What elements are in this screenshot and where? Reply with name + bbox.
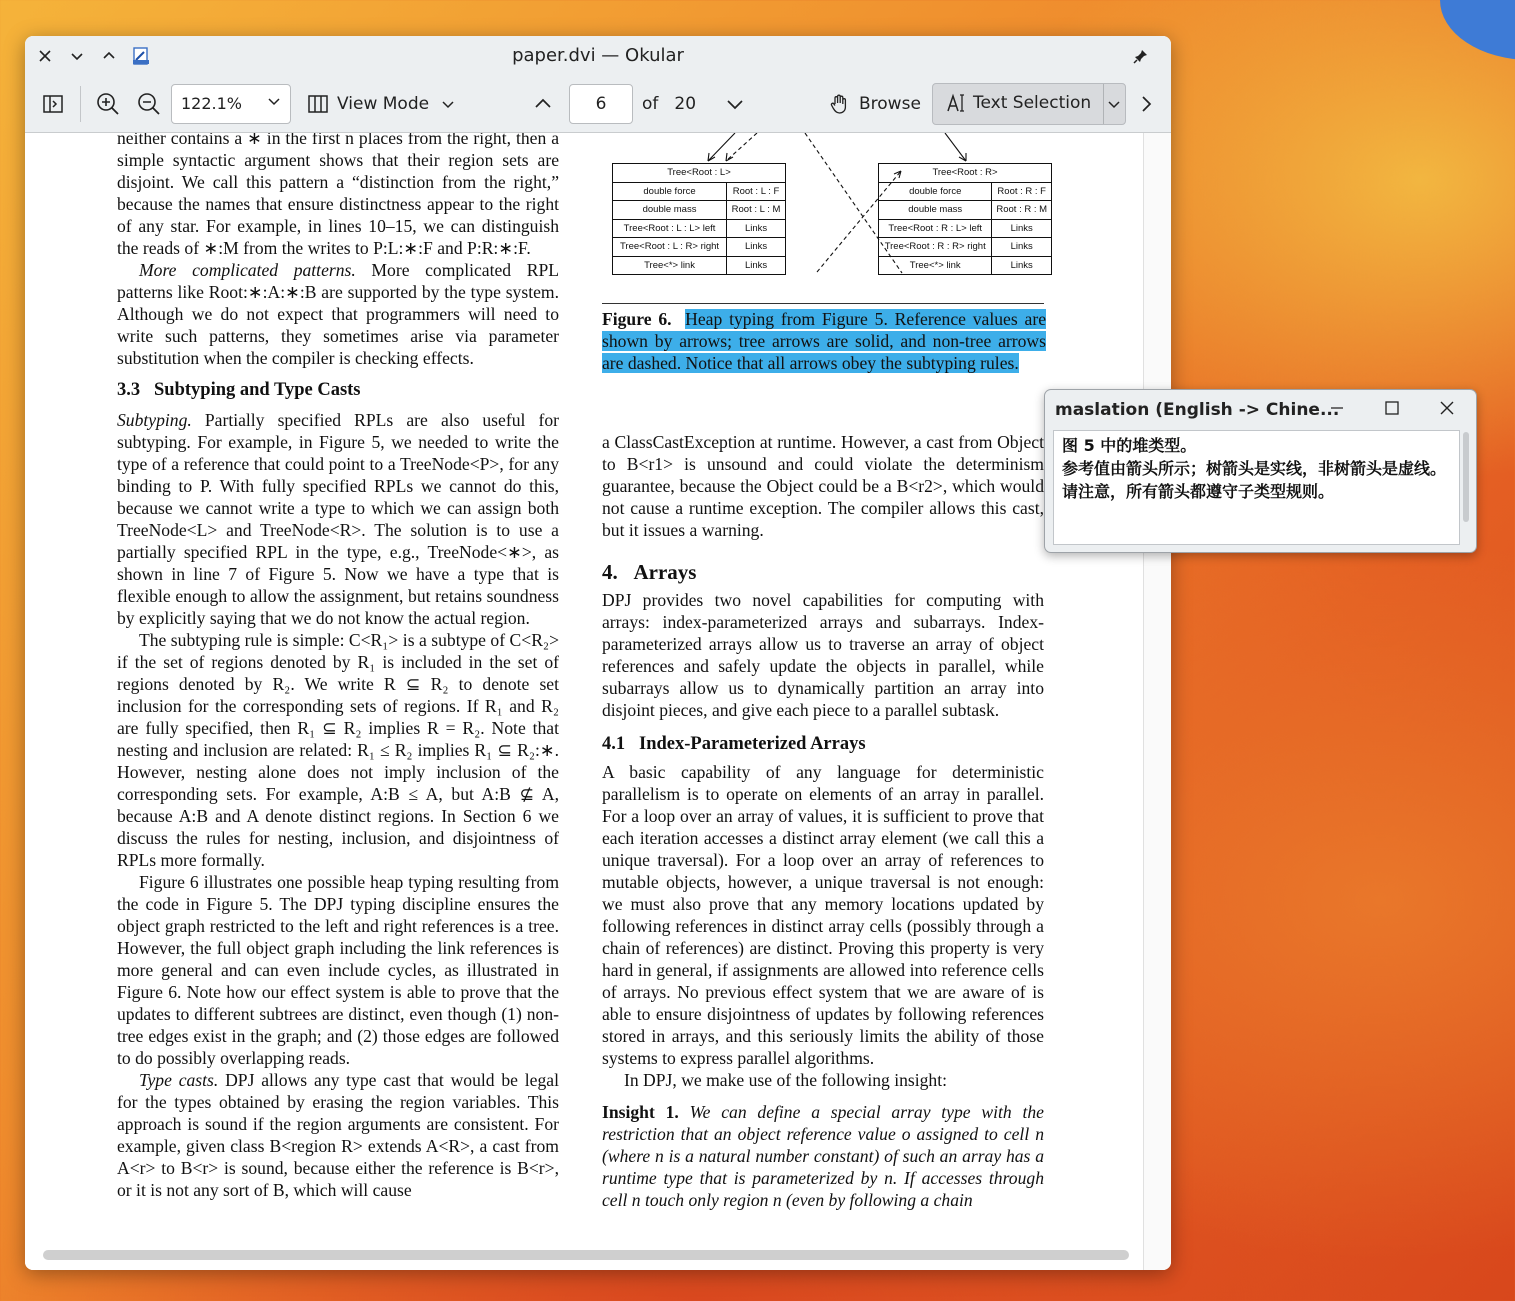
browse-label: Browse: [859, 94, 921, 114]
table-cell: Tree<Root : L : L> left: [613, 219, 727, 238]
vertical-scrollbar[interactable]: [1143, 133, 1171, 1270]
subsection-title: Index-Parameterized Arrays: [639, 734, 866, 754]
table-cell: Tree<*> link: [613, 256, 727, 275]
table-cell: Root : R : F: [992, 182, 1052, 201]
insight-label: Insight 1.: [602, 1102, 679, 1122]
table-cell: Tree<Root : R : L> left: [879, 219, 992, 238]
paragraph: neither contains a ∗ in the first n places from the right, then a simple syntactic argument shows that their region sets are disjoint. We call this pattern a “distinction from the right,” because the names that ensure distinctness appear to the right of any star. For example, in lines 10–15, we can distinguish the reads of ∗:M from the writes to P:L:∗:F and P:R:∗:F.: [117, 133, 559, 258]
run-in-heading: More complicated patterns.: [139, 260, 356, 280]
zoom-select[interactable]: [171, 84, 291, 124]
zoom-in-icon[interactable]: [95, 84, 121, 124]
table-cell: double force: [879, 182, 992, 201]
zoom-out-icon[interactable]: [136, 84, 162, 124]
wallpaper-accent: [1440, 0, 1515, 60]
zoom-value: 122.1%: [181, 94, 243, 113]
text-selection-label: Text Selection: [973, 93, 1092, 113]
translation-line: 请注意，所有箭头都遵守子类型规则。: [1062, 482, 1335, 501]
table-cell: double mass: [879, 201, 992, 220]
table-cell: Root : L : F: [727, 182, 786, 201]
table-cell: Links: [992, 219, 1052, 238]
subsection-number: 4.1: [602, 734, 626, 754]
minimize-chevron-icon[interactable]: [64, 43, 90, 69]
paragraph: DPJ allows any type cast that would be legal for the types obtained by erasing the region variables. This approach is sound if the region arguments are consistent. For example, given class B<region R> extends A<R>, a cast from A<r> to B<r> is sound, because either the reference is B<r>, or it is not any sort of B, which will cause: [117, 1070, 559, 1200]
table-cell: Tree<Root : L>: [613, 164, 786, 183]
page-total: 20: [674, 94, 697, 114]
left-column: [117, 133, 559, 1201]
paragraph: In DPJ, we make use of the following insight:: [624, 1070, 948, 1090]
table-cell: Root : L : M: [727, 201, 786, 220]
chevron-down-icon: [441, 97, 455, 111]
page-of-label: [642, 84, 696, 124]
table-cell: Tree<Root : R>: [879, 164, 1052, 183]
table-cell: Links: [727, 238, 786, 257]
section-heading: [117, 379, 559, 401]
paragraph: A basic capability of any language for deterministic parallelism is to operate on elements of an array in parallel. For a loop over an array of values, it is sufficient to prove that each iteration accesses a distinct array element (we call this a unique traversal). For a loop over an array of references to mutable objects, however, a unique traversal is not enough: we must also prove that any memory locations updated by following references in distinct array cells (possibly through a chain of references) are distinct. Proving this property is very hard in general, if assignments are allowed into reference cells of arrays. No previous effect system that we are aware of is able to ensure disjointness of updates by following references stored in arrays, and this seriously limits the ability of those systems to express parallel algorithms.: [602, 762, 1044, 1068]
figure-caption: [602, 308, 1046, 374]
paragraph: DPJ provides two novel capabilities for computing with arrays: index-parameterized arrays and subarrays. Index-parameterized arrays allow us to traverse an array of object references and safely update the objects in parallel, while subarrays allow us to dynamically partition an array into disjoint pieces, and give each piece to a parallel subtask.: [602, 590, 1044, 720]
section-number: 4.: [602, 560, 618, 584]
table-cell: Root : R : M: [992, 201, 1052, 220]
section-number: 3.3: [117, 380, 141, 400]
table-cell: Links: [992, 238, 1052, 257]
hand-icon: [828, 93, 850, 115]
figure-table-left: [612, 163, 786, 275]
okular-app-icon: [128, 43, 154, 69]
okular-window: [25, 36, 1171, 1270]
main-toolbar: [25, 76, 1171, 133]
table-cell: Tree<Root : R : R> right: [879, 238, 992, 257]
chevron-down-icon[interactable]: [1107, 97, 1121, 111]
paragraph: Partially specified RPLs are also useful for subtyping. For example, in Figure 5, we needed to write the type of a reference that could point to a TreeNode<P>, for any binding to P. With fully specified RPLs we cannot do this, because we cannot write a type to which we can assign both TreeNode<L> and TreeNode<R>. The solution is to use a partially specified RPL in the type, e.g., TreeNode<∗>, as shown in line 7 of Figure 5. Now we have a type that is flexible enough to allow the assignment, but retains soundness by explicitly saying that we do not know the actual region.: [117, 410, 559, 628]
table-cell: Links: [992, 256, 1052, 275]
paragraph: The subtyping rule is simple: C<R₁> is a subtype of C<R₂> if the set of regions denoted by R₁ is included in the set of regions denoted by R₂. We write R ⊆ R₂ to denote set inclusion for the corresponding sets of regions. If R₁ and R₂ are fully specified, then R₁ ⊆ R₂ implies R = R₂. Note that nesting and inclusion are related: R₁ ≤ R₂ implies R₁ ⊆ R₂:∗. However, nesting alone does not imply inclusion of the corresponding sets. For example, A:B ≤ A, but A:B ⊈ A, because A:B and A denote distinct regions. In Section 6 we discuss the rules for nesting, inclusion, and disjointness of RPLs more formally.: [117, 630, 559, 870]
sidebar-toggle-icon[interactable]: [41, 84, 65, 124]
run-in-heading: Subtyping.: [117, 410, 192, 430]
next-page-icon[interactable]: [724, 84, 746, 124]
section-heading: [602, 561, 1044, 583]
run-in-heading: Type casts.: [139, 1070, 219, 1090]
caption-label: Figure 6.: [602, 309, 672, 329]
popup-scrollbar[interactable]: [1463, 432, 1469, 522]
title-bar: [25, 36, 1171, 76]
view-mode-icon: [307, 93, 329, 115]
translation-popup: [1044, 389, 1477, 553]
table-cell: Links: [727, 219, 786, 238]
chevron-down-icon: [266, 93, 282, 113]
translation-line: 参考值由箭头所示；树箭头是实线，非树箭头是虚线。: [1062, 459, 1447, 478]
browse-button[interactable]: [828, 84, 921, 124]
table-cell: Tree<Root : L : R> right: [613, 238, 727, 257]
text-select-icon: [945, 92, 967, 114]
paragraph: a ClassCastException at runtime. However, a cast from Object to B<r1> is unsound and could violate the determinism guarantee, because the Object could be a B<r2>, which would not cause a runtime exception. The compiler allows this cast, but it issues a warning.: [602, 432, 1044, 540]
minimize-icon[interactable]: [1328, 399, 1346, 421]
paragraph: Figure 6 illustrates one possible heap typing resulting from the code in Figure 5. The DPJ typing discipline ensures the object graph restricted to the left and right references is a tree. However, the full object graph including the link references is more general and can even include cycles, as illustrated in Figure 6. Note how our effect system is able to prove that the updates to different subtrees are distinct, even though (1) non-tree edges exist in the graph; and (2) those edges are followed to do possibly overlapping reads.: [117, 872, 559, 1068]
maximize-chevron-icon[interactable]: [96, 43, 122, 69]
page-number-input[interactable]: 6: [569, 84, 633, 124]
close-icon[interactable]: [1438, 399, 1456, 421]
section-title: Arrays: [633, 560, 697, 584]
popup-title: maslation (English -> Chine...: [1055, 400, 1340, 420]
table-cell: double force: [613, 182, 727, 201]
toolbar-overflow-icon[interactable]: [1138, 84, 1154, 124]
horizontal-scrollbar[interactable]: [43, 1250, 1129, 1260]
figure-rule: [602, 303, 1044, 304]
page-of-text: of: [642, 94, 659, 114]
pin-icon[interactable]: [1128, 43, 1154, 69]
translation-text-area[interactable]: [1053, 430, 1460, 545]
section-title: Subtyping and Type Casts: [154, 380, 361, 400]
insight-text: We can define a special array type with the restriction that an object reference value o assigned to cell n (where n is a natural number constant) of such an array has a runtime type that is parameterized by n. If accesses through cell n touch only region n (even by following a chain: [602, 1102, 1044, 1210]
maximize-icon[interactable]: [1383, 399, 1401, 421]
table-cell: Links: [727, 256, 786, 275]
subsection-heading: [602, 733, 1044, 755]
close-icon[interactable]: [32, 43, 58, 69]
window-title: paper.dvi — Okular: [512, 45, 684, 66]
table-cell: double mass: [613, 201, 727, 220]
selected-caption-text[interactable]: Heap typing from Figure 5. Reference values are shown by arrows; tree arrows are solid, and non-tree arrows are dashed. Notice that all arrows obey the subtyping rules.: [602, 309, 1047, 373]
figure-table-right: [878, 163, 1052, 275]
table-cell: Tree<*> link: [879, 256, 992, 275]
translation-line: 图 5 中的堆类型。: [1062, 436, 1197, 455]
previous-page-icon[interactable]: [532, 84, 554, 124]
paragraph: More complicated RPL patterns like Root:∗:A:∗:B are supported by the type system. Although we do not expect that programmers will need to write such patterns, they sometimes arise via parameter substitution when the compiler is checking effects.: [117, 260, 559, 368]
view-mode-label: View Mode: [337, 94, 430, 114]
right-column: [602, 431, 1044, 1211]
document-view[interactable]: [25, 133, 1143, 1270]
view-mode-button[interactable]: [307, 84, 455, 124]
text-selection-button[interactable]: [932, 83, 1126, 125]
